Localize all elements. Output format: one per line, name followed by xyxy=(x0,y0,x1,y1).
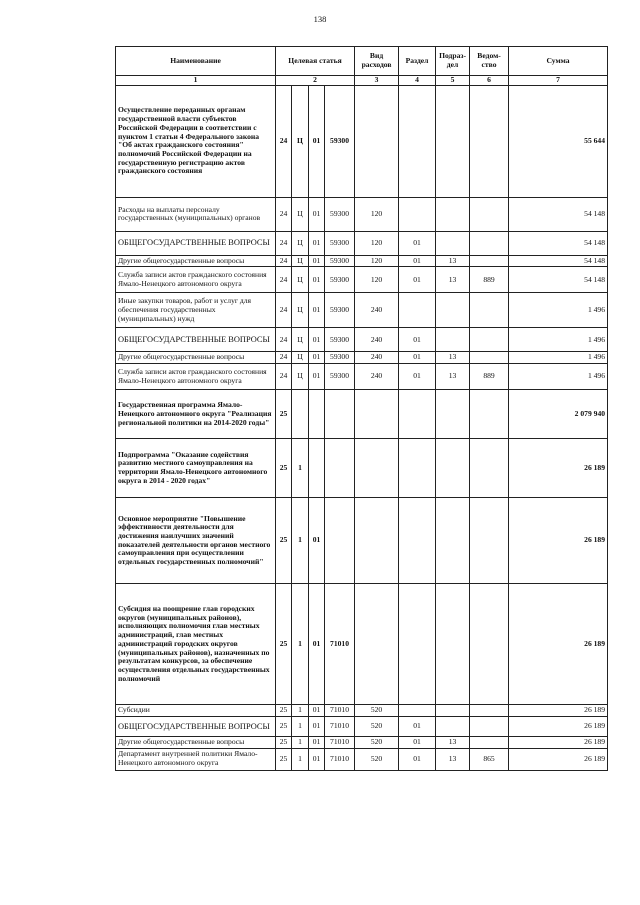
subsection-cell xyxy=(436,197,470,231)
table-body xyxy=(116,85,608,770)
target-code-2: Ц xyxy=(292,255,309,267)
dept-cell: 889 xyxy=(470,364,509,390)
target-code-3: 01 xyxy=(309,231,325,255)
table-cell-name: Другие общегосударственные вопросы xyxy=(116,736,276,748)
target-code-2: Ц xyxy=(292,231,309,255)
section-cell xyxy=(399,705,436,717)
exp-type-cell xyxy=(355,85,399,197)
col-header-section: Раздел xyxy=(399,47,436,76)
section-cell xyxy=(399,85,436,197)
target-code-1: 25 xyxy=(276,439,292,498)
section-cell: 01 xyxy=(399,364,436,390)
target-code-4: 71010 xyxy=(325,705,355,717)
section-cell xyxy=(399,584,436,705)
exp-type-cell: 120 xyxy=(355,255,399,267)
target-code-2: 1 xyxy=(292,498,309,584)
target-code-1: 24 xyxy=(276,293,292,328)
dept-cell xyxy=(470,231,509,255)
col-header-subsection: Подраз-дел xyxy=(436,47,470,76)
dept-cell xyxy=(470,390,509,439)
exp-type-cell: 120 xyxy=(355,267,399,293)
target-code-2: Ц xyxy=(292,293,309,328)
dept-cell: 865 xyxy=(470,748,509,770)
exp-type-cell: 520 xyxy=(355,716,399,736)
subsection-cell xyxy=(436,498,470,584)
target-code-2: Ц xyxy=(292,328,309,352)
target-code-4: 59300 xyxy=(325,85,355,197)
subsection-cell xyxy=(436,716,470,736)
target-code-3: 01 xyxy=(309,364,325,390)
target-code-2: Ц xyxy=(292,267,309,293)
target-code-2: 1 xyxy=(292,716,309,736)
sum-cell: 26 189 xyxy=(509,716,608,736)
subsection-cell xyxy=(436,231,470,255)
dept-cell xyxy=(470,85,509,197)
section-cell: 01 xyxy=(399,736,436,748)
table-row xyxy=(116,255,608,267)
subsection-cell: 13 xyxy=(436,364,470,390)
dept-cell xyxy=(470,705,509,717)
subsection-cell: 13 xyxy=(436,748,470,770)
target-code-3: 01 xyxy=(309,352,325,364)
column-number-row xyxy=(116,76,608,86)
section-cell: 01 xyxy=(399,255,436,267)
target-code-4: 59300 xyxy=(325,293,355,328)
sum-cell: 26 189 xyxy=(509,736,608,748)
sum-cell: 1 496 xyxy=(509,352,608,364)
target-code-3 xyxy=(309,439,325,498)
col-header-target: Целевая статья xyxy=(276,47,355,76)
exp-type-cell: 520 xyxy=(355,705,399,717)
sum-cell: 54 148 xyxy=(509,255,608,267)
sum-cell: 54 148 xyxy=(509,231,608,255)
section-cell xyxy=(399,293,436,328)
target-code-1: 25 xyxy=(276,736,292,748)
table-row xyxy=(116,364,608,390)
section-cell xyxy=(399,390,436,439)
section-cell: 01 xyxy=(399,267,436,293)
sum-cell: 26 189 xyxy=(509,498,608,584)
table-cell-name: Государственная программа Ямало-Ненецкого автономного округа "Реализация региональной политики на 2014-2020 годы" xyxy=(116,390,276,439)
table-cell-name: Субсидия на поощрение глав городских округов (муниципальных районов), исполняющих полномочия глав местных администраций, глав местных администраций городских округов (муниципальных районов), назначенных по результатам конкурсов, за обеспечение осуществления отдельных государственных полномочий xyxy=(116,584,276,705)
exp-type-cell: 120 xyxy=(355,231,399,255)
section-cell: 01 xyxy=(399,328,436,352)
target-code-3: 01 xyxy=(309,736,325,748)
target-code-1: 24 xyxy=(276,364,292,390)
target-code-4: 59300 xyxy=(325,197,355,231)
dept-cell xyxy=(470,736,509,748)
col-header-sum: Сумма xyxy=(509,47,608,76)
table-cell-name: Служба записи актов гражданского состояния Ямало-Ненецкого автономного округа xyxy=(116,364,276,390)
col-number: 2 xyxy=(276,76,355,86)
dept-cell: 889 xyxy=(470,267,509,293)
target-code-1: 24 xyxy=(276,328,292,352)
subsection-cell: 13 xyxy=(436,267,470,293)
subsection-cell: 13 xyxy=(436,255,470,267)
col-number: 6 xyxy=(470,76,509,86)
table-row xyxy=(116,85,608,197)
table-row xyxy=(116,352,608,364)
table-cell-name: ОБЩЕГОСУДАРСТВЕННЫЕ ВОПРОСЫ xyxy=(116,328,276,352)
target-code-4 xyxy=(325,439,355,498)
subsection-cell xyxy=(436,390,470,439)
subsection-cell xyxy=(436,85,470,197)
target-code-2: Ц xyxy=(292,85,309,197)
col-header-dept: Ведом-ство xyxy=(470,47,509,76)
col-number: 3 xyxy=(355,76,399,86)
target-code-1: 25 xyxy=(276,390,292,439)
table-row xyxy=(116,197,608,231)
target-code-1: 24 xyxy=(276,255,292,267)
table-cell-name: Основное мероприятие "Повышение эффективности деятельности для достижения наилучших значений показателей деятельности органов местного самоуправления при осуществлении отдельных государственных полномочий" xyxy=(116,498,276,584)
target-code-4: 59300 xyxy=(325,231,355,255)
target-code-2: 1 xyxy=(292,736,309,748)
target-code-4 xyxy=(325,390,355,439)
target-code-4: 59300 xyxy=(325,328,355,352)
table-cell-name: Служба записи актов гражданского состояния Ямало-Ненецкого автономного округа xyxy=(116,267,276,293)
dept-cell xyxy=(470,439,509,498)
exp-type-cell xyxy=(355,498,399,584)
dept-cell xyxy=(470,498,509,584)
target-code-4: 71010 xyxy=(325,748,355,770)
section-cell: 01 xyxy=(399,748,436,770)
target-code-4: 71010 xyxy=(325,736,355,748)
subsection-cell xyxy=(436,439,470,498)
exp-type-cell: 240 xyxy=(355,364,399,390)
exp-type-cell: 520 xyxy=(355,736,399,748)
target-code-1: 24 xyxy=(276,267,292,293)
target-code-4: 59300 xyxy=(325,255,355,267)
section-cell xyxy=(399,197,436,231)
exp-type-cell: 520 xyxy=(355,748,399,770)
target-code-2: Ц xyxy=(292,197,309,231)
target-code-1: 24 xyxy=(276,231,292,255)
target-code-4 xyxy=(325,498,355,584)
subsection-cell: 13 xyxy=(436,352,470,364)
subsection-cell xyxy=(436,328,470,352)
target-code-3: 01 xyxy=(309,748,325,770)
target-code-4: 71010 xyxy=(325,584,355,705)
exp-type-cell: 240 xyxy=(355,293,399,328)
subsection-cell xyxy=(436,584,470,705)
sum-cell: 26 189 xyxy=(509,748,608,770)
target-code-2 xyxy=(292,390,309,439)
target-code-3: 01 xyxy=(309,197,325,231)
target-code-3: 01 xyxy=(309,584,325,705)
table-cell-name: ОБЩЕГОСУДАРСТВЕННЫЕ ВОПРОСЫ xyxy=(116,716,276,736)
target-code-4: 59300 xyxy=(325,352,355,364)
table-row xyxy=(116,439,608,498)
target-code-1: 24 xyxy=(276,352,292,364)
dept-cell xyxy=(470,716,509,736)
target-code-4: 71010 xyxy=(325,716,355,736)
section-cell: 01 xyxy=(399,231,436,255)
sum-cell: 26 189 xyxy=(509,439,608,498)
sum-cell: 54 148 xyxy=(509,267,608,293)
table-row xyxy=(116,231,608,255)
table-cell-name: Подпрограмма "Оказание содействия развитию местного самоуправления на территории Ямало-Ненецкого автономного округа в 2014 - 2020 годах" xyxy=(116,439,276,498)
col-number: 4 xyxy=(399,76,436,86)
section-cell xyxy=(399,439,436,498)
table-row xyxy=(116,498,608,584)
target-code-1: 24 xyxy=(276,85,292,197)
sum-cell: 26 189 xyxy=(509,705,608,717)
table-cell-name: Осуществление переданных органам государственной власти субъектов Российской Федерации в соответствии с пунктом 1 статьи 4 Федерального закона "Об актах гражданского состояния" полномочий Российской Федерации на государственную регистрацию актов гражданского состояния xyxy=(116,85,276,197)
table-cell-name: Другие общегосударственные вопросы xyxy=(116,255,276,267)
target-code-3: 01 xyxy=(309,255,325,267)
target-code-2: 1 xyxy=(292,705,309,717)
page-number: 138 xyxy=(313,14,327,24)
target-code-3: 01 xyxy=(309,716,325,736)
table-row xyxy=(116,736,608,748)
target-code-4: 59300 xyxy=(325,364,355,390)
table-cell-name: ОБЩЕГОСУДАРСТВЕННЫЕ ВОПРОСЫ xyxy=(116,231,276,255)
col-header-name: Наименование xyxy=(116,47,276,76)
table-row xyxy=(116,584,608,705)
table-cell-name: Другие общегосударственные вопросы xyxy=(116,352,276,364)
sum-cell: 55 644 xyxy=(509,85,608,197)
dept-cell xyxy=(470,584,509,705)
section-cell: 01 xyxy=(399,352,436,364)
sum-cell: 1 496 xyxy=(509,364,608,390)
target-code-2: Ц xyxy=(292,352,309,364)
table-row xyxy=(116,705,608,717)
target-code-3: 01 xyxy=(309,293,325,328)
target-code-1: 24 xyxy=(276,197,292,231)
table-row xyxy=(116,716,608,736)
sum-cell: 2 079 940 xyxy=(509,390,608,439)
dept-cell xyxy=(470,293,509,328)
col-header-exp-type: Вид расходов xyxy=(355,47,399,76)
target-code-2: 1 xyxy=(292,584,309,705)
table-row xyxy=(116,293,608,328)
table-row xyxy=(116,267,608,293)
col-number: 7 xyxy=(509,76,608,86)
col-number: 1 xyxy=(116,76,276,86)
target-code-3: 01 xyxy=(309,267,325,293)
table-row xyxy=(116,748,608,770)
budget-table xyxy=(115,46,608,771)
target-code-3: 01 xyxy=(309,705,325,717)
exp-type-cell: 120 xyxy=(355,197,399,231)
table-cell-name: Иные закупки товаров, работ и услуг для обеспечения государственных (муниципальных) нужд xyxy=(116,293,276,328)
table-row xyxy=(116,390,608,439)
target-code-3: 01 xyxy=(309,328,325,352)
target-code-1: 25 xyxy=(276,748,292,770)
subsection-cell xyxy=(436,705,470,717)
target-code-3: 01 xyxy=(309,498,325,584)
subsection-cell: 13 xyxy=(436,736,470,748)
dept-cell xyxy=(470,352,509,364)
dept-cell xyxy=(470,255,509,267)
target-code-2: 1 xyxy=(292,748,309,770)
table-row xyxy=(116,328,608,352)
exp-type-cell xyxy=(355,439,399,498)
table-header xyxy=(116,47,608,76)
col-number: 5 xyxy=(436,76,470,86)
dept-cell xyxy=(470,197,509,231)
target-code-2: 1 xyxy=(292,439,309,498)
dept-cell xyxy=(470,328,509,352)
section-cell: 01 xyxy=(399,716,436,736)
target-code-1: 25 xyxy=(276,498,292,584)
exp-type-cell: 240 xyxy=(355,352,399,364)
subsection-cell xyxy=(436,293,470,328)
section-cell xyxy=(399,498,436,584)
target-code-2: Ц xyxy=(292,364,309,390)
target-code-3: 01 xyxy=(309,85,325,197)
sum-cell: 1 496 xyxy=(509,328,608,352)
sum-cell: 1 496 xyxy=(509,293,608,328)
exp-type-cell: 240 xyxy=(355,328,399,352)
sum-cell: 54 148 xyxy=(509,197,608,231)
target-code-1: 25 xyxy=(276,716,292,736)
table-cell-name: Расходы на выплаты персоналу государственных (муниципальных) органов xyxy=(116,197,276,231)
exp-type-cell xyxy=(355,390,399,439)
table-cell-name: Департамент внутренней политики Ямало-Ненецкого автономного округа xyxy=(116,748,276,770)
target-code-3 xyxy=(309,390,325,439)
target-code-1: 25 xyxy=(276,705,292,717)
exp-type-cell xyxy=(355,584,399,705)
target-code-4: 59300 xyxy=(325,267,355,293)
table-cell-name: Субсидии xyxy=(116,705,276,717)
sum-cell: 26 189 xyxy=(509,584,608,705)
target-code-1: 25 xyxy=(276,584,292,705)
